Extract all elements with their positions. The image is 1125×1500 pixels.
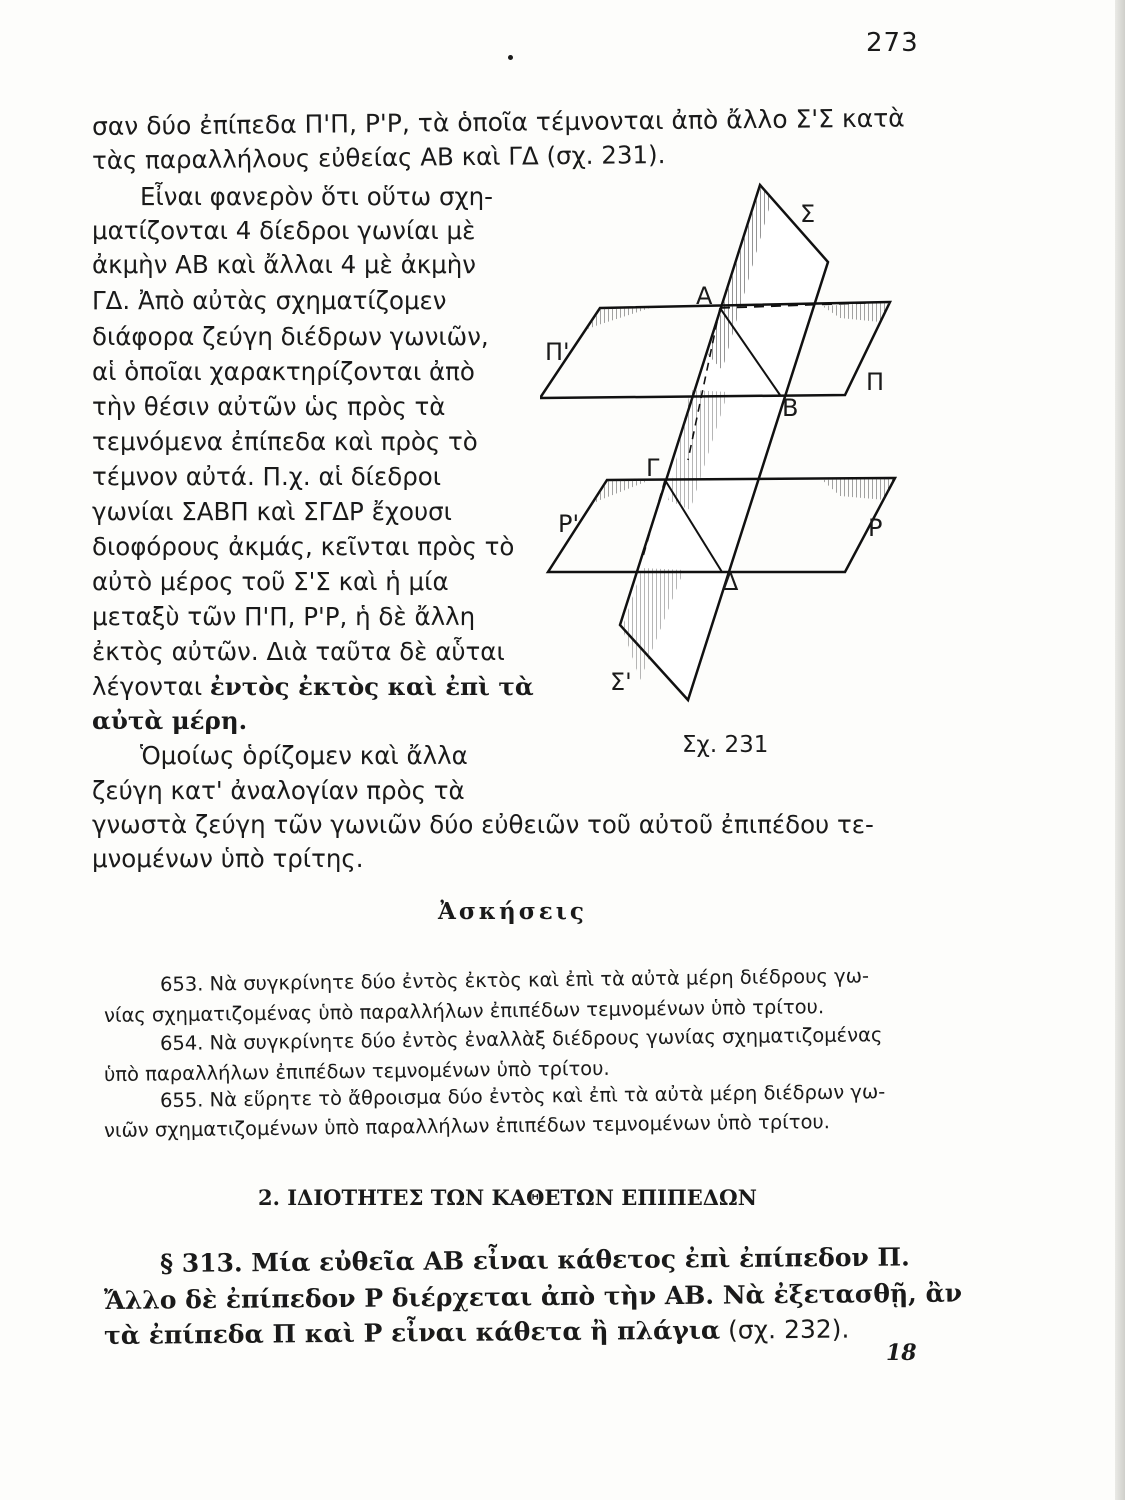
label-pi-prime: Π' <box>545 338 570 366</box>
text-line: διοφόρους ἀκμάς, κεῖνται πρὸς τὸ <box>92 532 515 561</box>
page-edge-shadow <box>1115 0 1125 1500</box>
text-line: τεμνόμενα ἐπίπεδα καὶ πρὸς τὸ <box>92 427 478 456</box>
text-line: γωνίαι ΣΑΒΠ καὶ ΣΓΔΡ ἔχουσι <box>92 497 452 526</box>
label-gamma: Γ <box>646 454 660 482</box>
text-line: διάφορα ζεύγη διέδρων γωνιῶν, <box>92 322 489 351</box>
exercise-653-line1: 653. Νὰ συγκρίνητε δύο ἐντὸς ἐκτὸς καὶ ἐπὶ τὰ αὐτὰ μέρη διέδρους γω- <box>159 964 870 996</box>
text-line <box>92 672 534 702</box>
text-line: ματίζονται 4 δίεδροι γωνίαι μὲ <box>92 216 476 245</box>
label-rho-prime: Ρ' <box>558 510 580 538</box>
shading <box>822 478 895 500</box>
text-line: ΓΔ. Ἀπὸ αὐτὰς σχηματίζομεν <box>92 286 447 315</box>
theorem-line <box>104 1313 850 1352</box>
page-number: 273 <box>866 28 919 58</box>
text-line: τὰς παραλλήλους εὐθείας ΑΒ καὶ ΓΔ (σχ. 231). <box>91 139 666 175</box>
section-heading: 2. ΙΔΙΟΤΗΤΕΣ ΤΩΝ ΚΑΘΕΤΩΝ ΕΠΙΠΕΔΩΝ <box>258 1185 757 1210</box>
print-dot <box>508 55 513 60</box>
label-b: Β <box>782 394 799 422</box>
label-pi: Π <box>866 368 885 396</box>
text-line: ἐκτὸς αὐτῶν. Διὰ ταῦτα δὲ αὗται <box>92 637 505 666</box>
shading <box>822 302 890 322</box>
label-rho: Ρ <box>868 514 883 542</box>
exercise-654-line1: 654. Νὰ συγκρίνητε δύο ἐντὸς ἐναλλὰξ διέδρους γωνίας σχηματιζομένας <box>159 1023 883 1055</box>
text-line: τὴν θέσιν αὐτῶν ὡς πρὸς τὰ <box>92 392 446 421</box>
theorem-line: § 313. Μία εὐθεῖα ΑΒ εἶναι κάθετος ἐπὶ ἐπίπεδον Π. <box>159 1242 910 1278</box>
text-line: Ὁμοίως ὁρίζομεν καὶ ἄλλα <box>140 741 468 770</box>
figure-231 <box>540 170 900 730</box>
exercise-654-line2: ὑπὸ παραλλήλων ἐπιπέδων τεμνομένων ὑπὸ τρίτου. <box>103 1056 610 1086</box>
label-sigma-prime: Σ' <box>610 668 632 696</box>
figure-reference: (σχ. 232). <box>719 1314 850 1345</box>
theorem-line: Ἄλλο δὲ ἐπίπεδον Ρ διέρχεται ἀπὸ τὴν ΑΒ. Νὰ ἐξετασθῇ, ἂν <box>103 1278 963 1315</box>
label-sigma: Σ <box>800 200 816 228</box>
emphasis-text: ἐντὸς ἐκτὸς καὶ ἐπὶ τὰ <box>209 672 534 701</box>
exercise-655-line1: 655. Νὰ εὕρητε τὸ ἄθροισμα δύο ἐντὸς καὶ ἐπὶ τὰ αὐτὰ μέρη διέδρων γω- <box>159 1080 886 1112</box>
text-line: αὐτὸ μέρος τοῦ Σ'Σ καὶ ἡ μία <box>92 567 449 596</box>
exercise-653-line2: νίας σχηματιζομένας ὑπὸ παραλλήλων ἐπιπέδων τεμνομένων ὑπὸ τρίτου. <box>103 995 825 1027</box>
exercise-655-line2: νιῶν σχηματιζομένων ὑπὸ παραλλήλων ἐπιπέδων τεμνομένων ὑπὸ τρίτου. <box>103 1110 831 1142</box>
text-line: ζεύγη κατ' ἀναλογίαν πρὸς τὰ <box>92 776 465 805</box>
signature-mark: 18 <box>886 1340 917 1366</box>
label-delta: Δ <box>722 568 739 596</box>
exercises-title: Ἀσκήσεις <box>438 898 587 925</box>
text-line: σαν δύο ἐπίπεδα Π'Π, Ρ'Ρ, τὰ ὁποῖα τέμνονται ἀπὸ ἄλλο Σ'Σ κατὰ <box>91 103 905 141</box>
shading <box>585 308 650 330</box>
emphasis-text: αὐτὰ μέρη. <box>92 706 248 735</box>
theorem-text: τὰ ἐπίπεδα Π καὶ Ρ εἶναι κάθετα ἢ πλάγια <box>103 1315 721 1350</box>
text-run: λέγονται <box>92 672 210 701</box>
text-line: μνομένων ὑπὸ τρίτης. <box>92 844 364 873</box>
text-line: μεταξὺ τῶν Π'Π, Ρ'Ρ, ἡ δὲ ἄλλη <box>92 602 476 631</box>
text-line: αἱ ὁποῖαι χαρακτηρίζονται ἀπὸ <box>92 357 475 386</box>
text-line: Εἶναι φανερὸν ὅτι οὕτω σχη- <box>140 182 494 211</box>
shading <box>590 480 650 505</box>
text-line: τέμνον αὐτά. Π.χ. αἱ δίεδροι <box>92 462 442 491</box>
text-line: ἀκμὴν ΑΒ καὶ ἄλλαι 4 μὲ ἀκμὴν <box>92 250 476 279</box>
label-a: Α <box>696 282 713 310</box>
figure-caption: Σχ. 231 <box>682 732 769 758</box>
text-line: γνωστὰ ζεύγη τῶν γωνιῶν δύο εὐθειῶν τοῦ αὐτοῦ ἐπιπέδου τε- <box>92 810 874 839</box>
